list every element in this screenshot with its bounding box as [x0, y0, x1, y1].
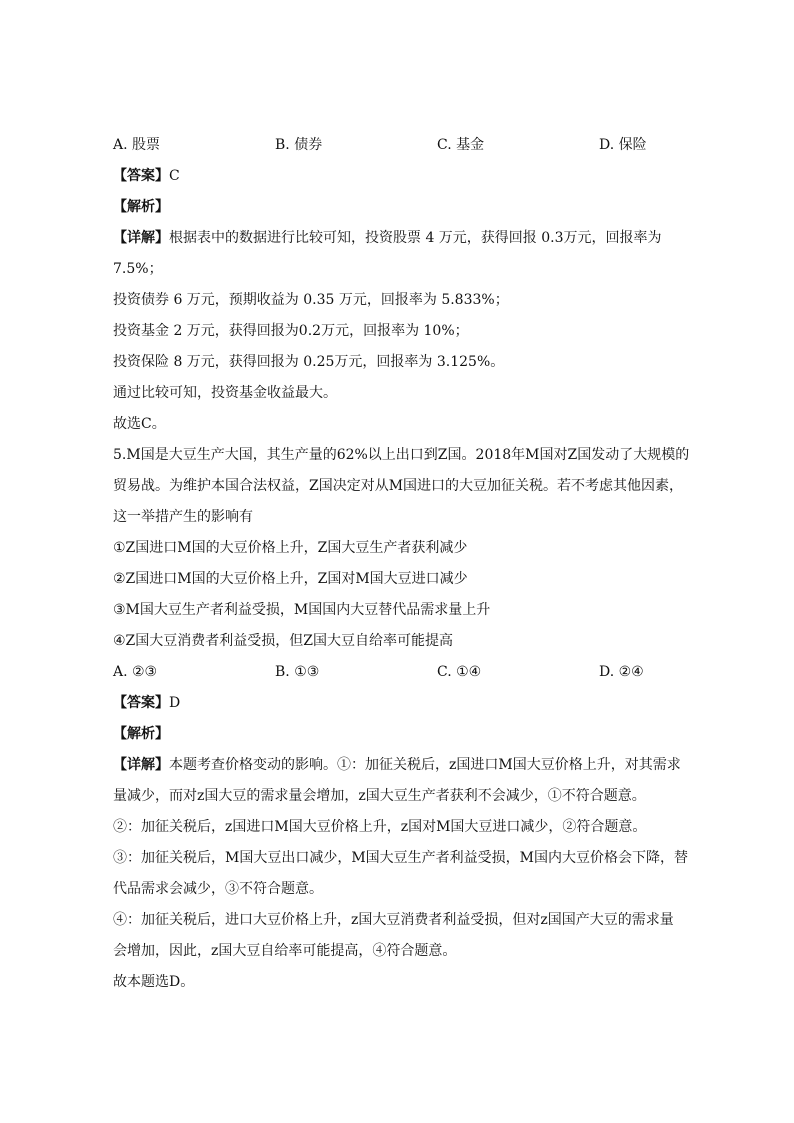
q4-detail-line: [113, 223, 685, 254]
q5-statement: ②Z国进口M国的大豆价格上升，Z国对M国大豆进口减少: [113, 571, 468, 587]
answer-value: C: [169, 168, 180, 184]
q4-conclusion: 故选C。: [113, 416, 166, 432]
q5-options: [113, 657, 685, 688]
q4-option-d: D. 保险: [599, 137, 647, 153]
q4-option-b: B. 债券: [275, 137, 323, 153]
q4-detail-line: 通过比较可知，投资基金收益最大。: [113, 385, 337, 401]
detail-label: 【详解】: [113, 230, 169, 246]
q5-detail-line: ④：加征关税后，进口大豆价格上升，z国大豆消费者利益受损，但对z国国产大豆的需求量: [113, 912, 674, 928]
q4-detail-line: 投资保险 8 万元，获得回报为 0.25万元，回报率为 3.125%。: [113, 354, 505, 370]
q5-stem-line: 贸易战。为维护本国合法权益，Z国决定对从M国进口的大豆加征关税。若不考虑其他因素，: [113, 478, 684, 494]
q5-option-a: A. ②③: [113, 664, 158, 680]
q5-statement: ③M国大豆生产者利益受损，M国国内大豆替代品需求量上升: [113, 602, 491, 618]
q4-detail-line: 7.5%；: [113, 261, 163, 277]
detail-text: 根据表中的数据进行比较可知，投资股票 4 万元，获得回报 0.3万元，回报率为: [169, 230, 662, 246]
q5-option-c: C. ①④: [437, 664, 482, 680]
q5-detail-line: ②：加征关税后，z国进口M国大豆价格上升，z国对M国大豆进口减少，②符合题意。: [113, 819, 647, 835]
q5-detail-line: 会增加，因此，z国大豆自给率可能提高，④符合题意。: [113, 943, 457, 959]
detail-label: 【详解】: [113, 757, 169, 773]
q5-option-b: B. ①③: [275, 664, 320, 680]
q5-stem-line: 这一举措产生的影响有: [113, 509, 253, 525]
answer-label: 【答案】: [113, 695, 169, 711]
q5-statement: ④Z国大豆消费者利益受损，但Z国大豆自给率可能提高: [113, 633, 454, 649]
q4-answer: [113, 161, 685, 192]
q5-analysis-label: 【解析】: [113, 726, 169, 742]
detail-text: 本题考查价格变动的影响。①：加征关税后，z国进口M国大豆价格上升，对其需求: [169, 757, 681, 773]
answer-value: D: [169, 695, 181, 711]
q4-option-a: A. 股票: [113, 137, 161, 153]
q4-detail-line: 投资债券 6 万元，预期收益为 0.35 万元，回报率为 5.833%；: [113, 292, 509, 308]
q5-detail-line: [113, 750, 685, 781]
q5-detail-line: ③：加征关税后，M国大豆出口减少，M国大豆生产者利益受损，M国内大豆价格会下降，替: [113, 850, 689, 866]
q4-options: [113, 130, 685, 161]
q4-option-c: C. 基金: [437, 137, 485, 153]
q5-detail-line: 代品需求会减少，③不符合题意。: [113, 881, 323, 897]
q5-conclusion: 故本题选D。: [113, 974, 195, 990]
q5-detail-line: 量减少，而对z国大豆的需求量会增加，z国大豆生产者获利不会减少，①不符合题意。: [113, 788, 646, 804]
answer-label: 【答案】: [113, 168, 169, 184]
document-content: [113, 130, 690, 998]
q5-answer: [113, 688, 685, 719]
q5-option-d: D. ②④: [599, 664, 644, 680]
q5-stem-line: 5.M国是大豆生产大国，其生产量的62%以上出口到Z国。2018年M国对Z国发动了大规模的: [113, 447, 690, 463]
q5-statement: ①Z国进口M国的大豆价格上升，Z国大豆生产者获利减少: [113, 540, 468, 556]
q4-detail-line: 投资基金 2 万元，获得回报为0.2万元，回报率为 10%；: [113, 323, 469, 339]
q4-analysis-label: 【解析】: [113, 199, 169, 215]
